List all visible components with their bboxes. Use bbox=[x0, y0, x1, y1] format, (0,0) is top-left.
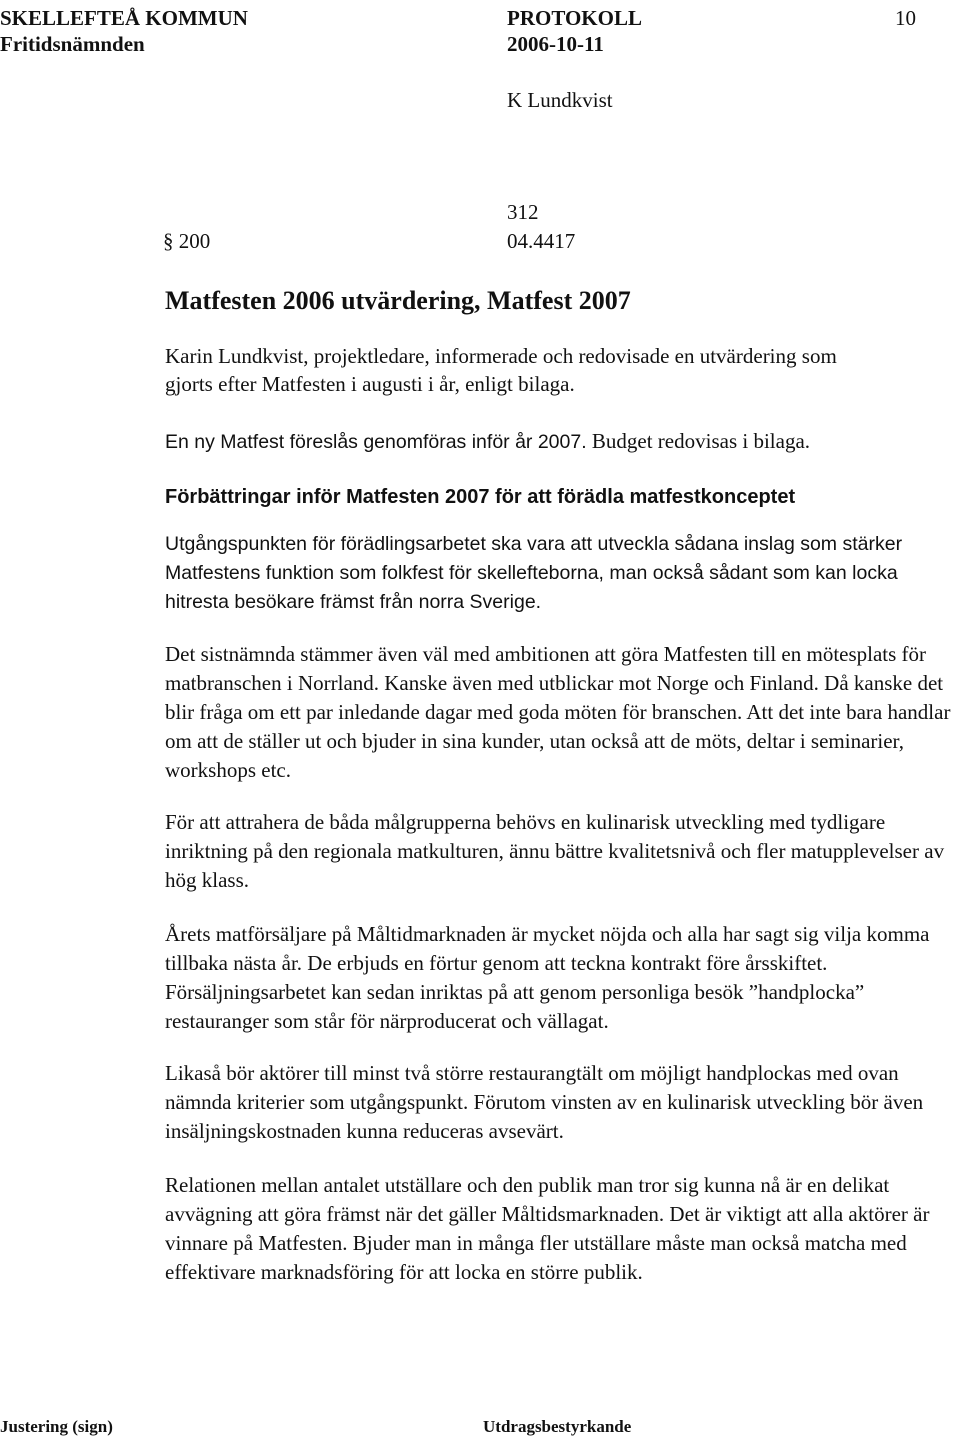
section-subheading: Förbättringar inför Matfesten 2007 för att förädla matfestkonceptet bbox=[165, 486, 796, 508]
paragraph-1-text: Utgångspunkten för förädlingsarbetet ska vara att utveckla sådana inslag som stärker Matfestens funktion som folkfest för skellefteborna, man också sådant som kan locka hitresta besökare främst från norra Sverige. bbox=[165, 533, 903, 613]
paragraph-3 bbox=[165, 808, 957, 895]
paragraph-2 bbox=[165, 640, 957, 785]
paragraph-5-text: Likaså bör aktörer till minst två större restaurangtält om möjligt handplockas med ovan nämnda kriterier som utgångspunkt. Förutom vinsten av en kulinarisk utveckling bör även insäljningskostnaden kunna reduceras avsevärt. bbox=[165, 1061, 924, 1143]
paragraph-3-text: För att attrahera de båda målgrupperna behövs en kulinarisk utveckling med tydligare inriktning på den regionala matkulturen, ännu bättre kvalitetsnivå och fler matupplevelser av hög klass. bbox=[165, 810, 945, 892]
proposal-line bbox=[165, 429, 810, 454]
header-committee: Fritidsnämnden bbox=[0, 32, 145, 56]
proposal-sans: En ny Matfest föreslås genomföras inför år 2007. bbox=[165, 431, 587, 453]
page-number: 10 bbox=[895, 6, 916, 30]
signer: K Lundkvist bbox=[507, 88, 613, 112]
page-title: Matfesten 2006 utvärdering, Matfest 2007 bbox=[165, 286, 631, 315]
ref-number: 312 bbox=[507, 200, 539, 224]
paragraph-6 bbox=[165, 1171, 957, 1287]
paragraph-6-text: Relationen mellan antalet utställare och den publik man tror sig kunna nå är en delikat avvägning att göra främst när det gäller Måltidsmarknaden. Det är viktigt att alla aktörer är vinnare på Matfesten. Bjuder man in många fler utställare måste man också matcha med effektivare marknadsföring för att locka en större publik. bbox=[165, 1173, 930, 1284]
footer-utdrag: Utdragsbestyrkande bbox=[483, 1417, 632, 1436]
paragraph-2-text: Det sistnämnda stämmer även väl med ambitionen att göra Matfesten till en mötesplats för matbranschen i Norrland. Kanske även med utblickar mot Norge och Finland. Då kanske det blir fråga om ett par inledande dagar med goda möten för branschen. Att det inte bara handlar om att de ställer ut och bjuder in sina kunder, utan också att de möts, deltar i seminarier, workshops etc. bbox=[165, 642, 951, 782]
intro-line-2: gjorts efter Matfesten i augusti i år, enligt bilaga. bbox=[165, 372, 575, 396]
paragraph-1 bbox=[165, 530, 957, 617]
proposal-serif: Budget redovisas i bilaga. bbox=[586, 429, 811, 453]
paragraph-4 bbox=[165, 920, 957, 1036]
header-doc-type: PROTOKOLL bbox=[507, 6, 642, 30]
intro-line-1: Karin Lundkvist, projektledare, informerade och redovisade en utvärdering som bbox=[165, 344, 837, 368]
ref-code-left: § 200 bbox=[163, 229, 211, 253]
header-date: 2006-10-11 bbox=[507, 32, 604, 56]
ref-code-left-value: 200 bbox=[178, 229, 211, 253]
ref-code-right: 04.4417 bbox=[507, 229, 576, 253]
footer-justering: Justering (sign) bbox=[0, 1417, 113, 1436]
paragraph-4-text: Årets matförsäljare på Måltidmarknaden är mycket nöjda och alla har sagt sig vilja komma tillbaka nästa år. De erbjuds en förtur genom att teckna kontrakt före årsskiftet. Försäljningsarbetet kan sedan inriktas på att genom personliga besök ”handplocka” restauranger som står för närproducerat och vällagat. bbox=[165, 922, 930, 1033]
paragraph-5 bbox=[165, 1059, 957, 1146]
header-org: SKELLEFTEÅ KOMMUN bbox=[0, 6, 248, 30]
